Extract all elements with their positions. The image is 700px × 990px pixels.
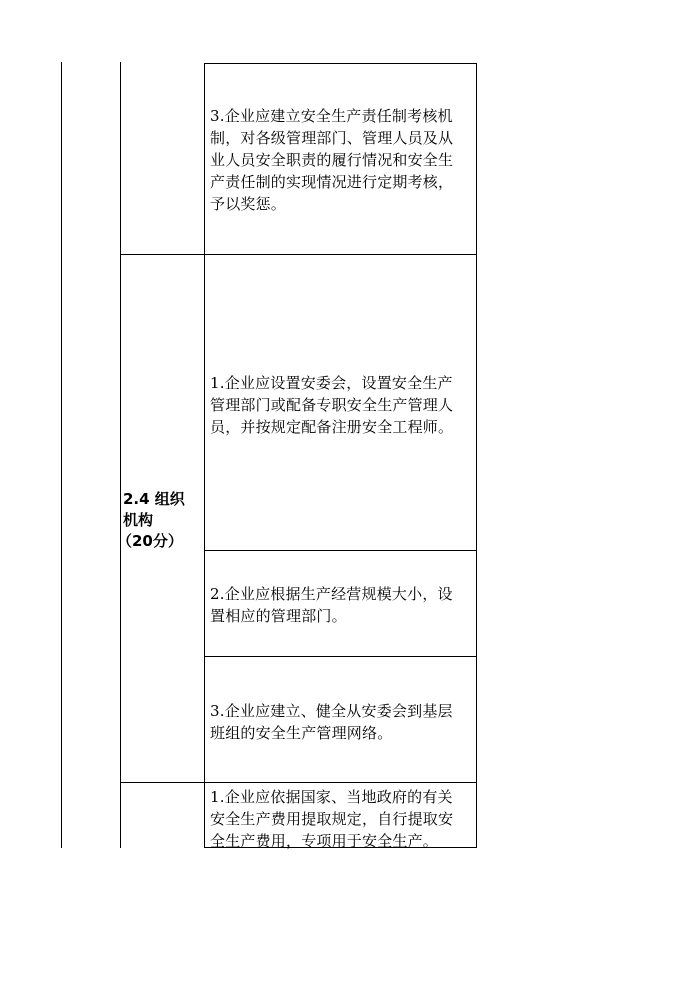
clause-line: 员，并按规定配备注册安全工程师。 xyxy=(210,418,454,436)
clause-line: 管理部门或配备专职安全生产管理人 xyxy=(210,396,454,414)
clause-line: 安全生产费用提取规定，自行提取安 xyxy=(210,810,454,828)
clause-line: 1.企业应依据国家、当地政府的有关 xyxy=(210,788,453,806)
col-line-1 xyxy=(61,62,62,848)
row-line-3 xyxy=(204,656,477,657)
section-label-line-3: （20分） xyxy=(117,532,183,550)
clause-line: 业人员安全职责的履行情况和安全生 xyxy=(210,151,454,169)
section-label-line-1: 2.4 组织 xyxy=(123,490,185,508)
col-line-3 xyxy=(204,63,205,848)
col-line-4 xyxy=(476,63,477,848)
row-line-top xyxy=(204,63,477,64)
clause-cell-1 xyxy=(210,105,453,215)
clause-line: 产责任制的实现情况进行定期考核， xyxy=(210,173,454,191)
clause-line: 全生产费用，专项用于安全生产。 xyxy=(210,832,439,850)
clause-line: 3.企业应建立安全生产责任制考核机 xyxy=(210,107,453,125)
clause-line: 2.企业应根据生产经营规模大小，设 xyxy=(210,585,453,603)
clause-line: 3.企业应建立、健全从安委会到基层 xyxy=(210,702,453,720)
section-label xyxy=(117,489,185,552)
clause-cell-5 xyxy=(210,786,453,852)
clause-line: 班组的安全生产管理网络。 xyxy=(210,724,393,742)
clause-line: 制，对各级管理部门、管理人员及从 xyxy=(210,129,454,147)
section-label-line-2: 机构 xyxy=(123,511,154,529)
clause-line: 予以奖惩。 xyxy=(210,195,287,213)
row-line-section-start xyxy=(120,254,477,255)
clause-line: 1.企业应设置安委会，设置安全生产 xyxy=(210,374,453,392)
row-line-2 xyxy=(204,550,477,551)
clause-cell-3 xyxy=(210,583,453,627)
col-line-2 xyxy=(120,62,121,848)
clause-cell-4 xyxy=(210,700,453,744)
clause-line: 置相应的管理部门。 xyxy=(210,607,347,625)
clause-cell-2 xyxy=(210,372,453,438)
row-line-section-end xyxy=(120,782,477,783)
